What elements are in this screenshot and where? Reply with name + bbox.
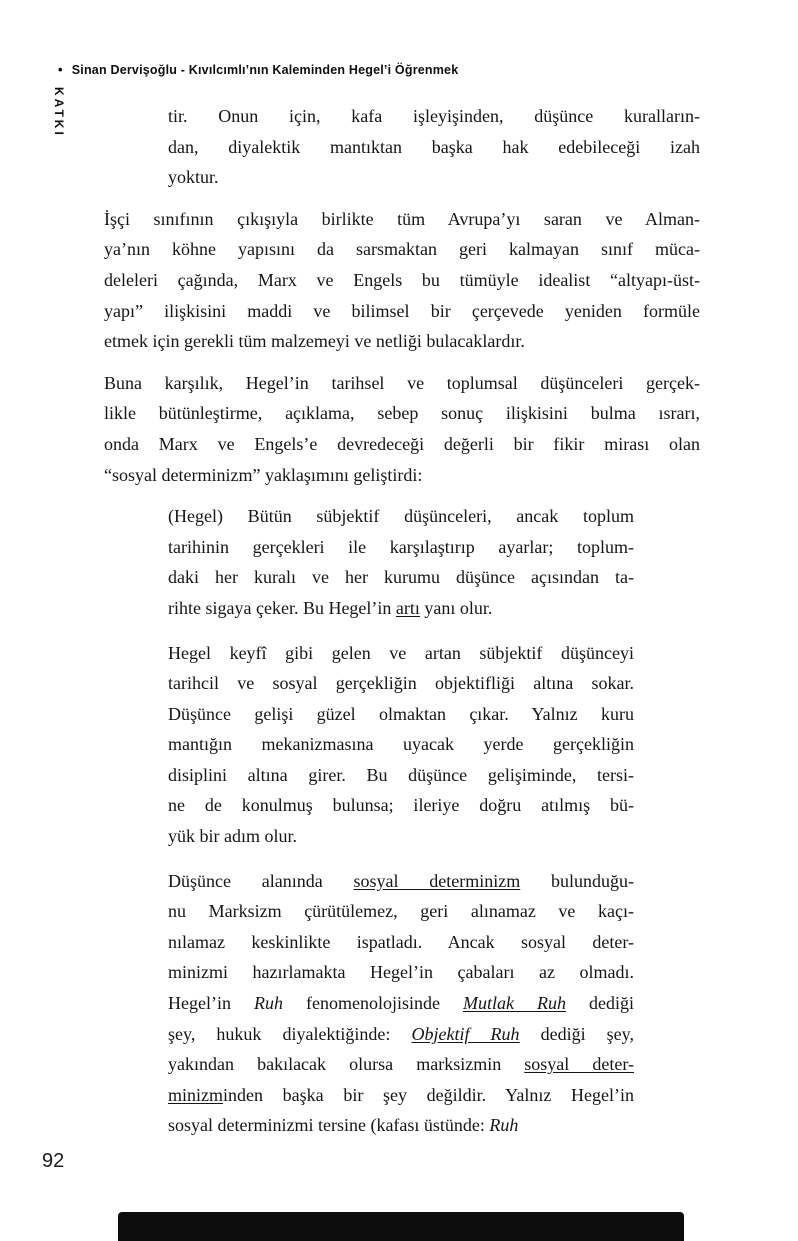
text-segment: tir. Onun için, kafa işleyişinden, düşünce kuralların-	[168, 106, 700, 126]
text-line	[104, 460, 700, 491]
text-segment: inden başka bir şey değildir. Yalnız Hegel’in	[223, 1084, 634, 1105]
paragraph	[104, 368, 700, 490]
text-line	[168, 729, 634, 760]
text-segment: yoktur.	[168, 167, 219, 188]
blockquote	[168, 866, 634, 1141]
text-line	[104, 368, 700, 399]
text-line	[168, 988, 634, 1019]
text-segment: artı	[395, 597, 420, 618]
text-line	[168, 957, 634, 988]
text-segment: ne de konulmuş bulunsa; ileriye doğru atılmış bü-	[168, 795, 634, 816]
text-segment: yapı” ilişkisini maddi ve bilimsel bir çerçevede yeniden formüle	[104, 300, 700, 321]
text-line	[104, 204, 700, 235]
text-segment: “sosyal determinizm” yaklaşımını geliştirdi:	[104, 464, 423, 485]
text-line	[104, 398, 700, 429]
text-segment: Hegel keyfî gibi gelen ve artan sübjektif düşünceyi	[168, 642, 634, 663]
text-line	[168, 927, 634, 958]
text-segment: yakından bakılacak olursa marksizmin	[168, 1054, 525, 1075]
blockquote	[168, 501, 634, 623]
text-line	[104, 296, 700, 327]
text-line	[168, 162, 700, 193]
text-segment: Objektif Ruh	[411, 1023, 520, 1044]
text-line	[168, 1019, 634, 1050]
text-segment: tarihcil ve sosyal gerçekliğin objektifliği altına sokar.	[168, 673, 634, 694]
text-segment: şey, hukuk diyalektiğinde:	[168, 1023, 412, 1044]
text-segment: dediği	[565, 993, 634, 1014]
text-segment: dediği şey,	[519, 1023, 634, 1044]
text-segment: Ruh	[253, 993, 283, 1014]
text-line	[168, 562, 634, 593]
text-line	[168, 1049, 634, 1080]
text-segment: likle bütünleştirme, açıklama, sebep sonuç ilişkisini bulma ısrarı,	[104, 403, 700, 424]
text-segment: Buna karşılık, Hegel’in tarihsel ve toplumsal düşünceleri gerçek-	[104, 372, 700, 393]
text-line	[168, 638, 634, 669]
text-line	[168, 1110, 634, 1141]
text-segment: sosyal deter-	[524, 1054, 634, 1075]
text-segment: deleleri çağında, Marx ve Engels bu tümüyle idealist “altyapı-üst-	[104, 269, 700, 290]
text-segment: Mutlak Ruh	[462, 993, 566, 1014]
text-line	[104, 429, 700, 460]
text-segment: mantığın mekanizmasına uyacak yerde gerçekliğin	[168, 734, 634, 755]
header-book-title: Kıvılcımlı’nın Kaleminden Hegel’i Öğrenmek	[188, 63, 459, 77]
text-line	[168, 501, 634, 532]
paragraph	[104, 204, 700, 357]
text-line	[168, 1080, 634, 1111]
text-segment: etmek için gerekli tüm malzemeyi ve netliği bulacaklardır.	[104, 331, 525, 352]
quote-continuation	[168, 101, 700, 193]
text-line	[104, 265, 700, 296]
text-line	[168, 101, 700, 132]
text-segment: sosyal determinizmi tersine (kafası üstünde:	[168, 1115, 490, 1136]
text-line	[168, 699, 634, 730]
text-line	[168, 896, 634, 927]
blockquote	[168, 638, 634, 852]
text-line	[168, 866, 634, 897]
text-segment: Düşünce alanında	[168, 870, 354, 891]
text-segment: disiplini altına girer. Bu düşünce gelişiminde, tersi-	[168, 764, 634, 785]
text-segment: yük bir adım olur.	[168, 826, 297, 847]
page-bottom-bar	[118, 1212, 684, 1241]
text-segment: (Hegel) Bütün sübjektif düşünceleri, ancak toplum	[168, 506, 634, 527]
text-segment: Düşünce gelişi güzel olmaktan çıkar. Yalnız kuru	[168, 703, 634, 724]
header-author: Sinan Dervişoğlu -	[71, 63, 189, 77]
text-segment: yanı olur.	[419, 597, 493, 618]
text-line	[168, 532, 634, 563]
text-segment: fenomenolojisinde	[282, 993, 463, 1014]
text-segment: nılamaz keskinlikte ispatladı. Ancak sosyal deter-	[168, 931, 634, 952]
text-segment: daki her kuralı ve her kurumu düşünce açısından ta-	[168, 567, 634, 588]
text-line	[168, 790, 634, 821]
text-segment: minizmi hazırlamakta Hegel’in çabaları az olmadı.	[168, 962, 634, 983]
text-segment: Hegel’in	[168, 993, 254, 1014]
text-segment: sosyal determinizm	[353, 870, 521, 891]
text-segment: nu Marksizm çürütülemez, geri alınamaz ve kaçı-	[168, 901, 634, 922]
text-segment: İşçi sınıfının çıkışıyla birlikte tüm Avrupa’yı saran ve Alman-	[104, 208, 700, 229]
running-header	[58, 62, 458, 77]
text-segment: onda Marx ve Engels’e devredeceği değerli bir fikir mirası olan	[104, 433, 700, 454]
text-line	[168, 593, 634, 624]
text-line	[104, 326, 700, 357]
text-segment: rihte sigaya çeker. Bu Hegel’in	[168, 597, 396, 618]
text-line	[168, 821, 634, 852]
header-bullet-icon: •	[58, 62, 63, 77]
text-segment: tarihinin gerçekleri ile karşılaştırıp ayarlar; toplum-	[168, 536, 634, 557]
page-number: 92	[42, 1150, 65, 1172]
margin-label-katki: KATKI	[52, 87, 66, 138]
text-segment: bulunduğu-	[520, 870, 635, 891]
text-line	[168, 760, 634, 791]
text-segment: ya’nın köhne yapısını da sarsmaktan geri kalmayan sınıf müca-	[104, 239, 700, 260]
text-segment: Ruh	[489, 1115, 519, 1136]
text-blocks	[104, 101, 700, 1155]
text-line	[168, 668, 634, 699]
text-line	[104, 234, 700, 265]
text-line	[168, 132, 700, 163]
text-segment: minizm	[168, 1084, 223, 1105]
text-segment: dan, diyalektik mantıktan başka hak edebileceği izah	[168, 136, 700, 157]
